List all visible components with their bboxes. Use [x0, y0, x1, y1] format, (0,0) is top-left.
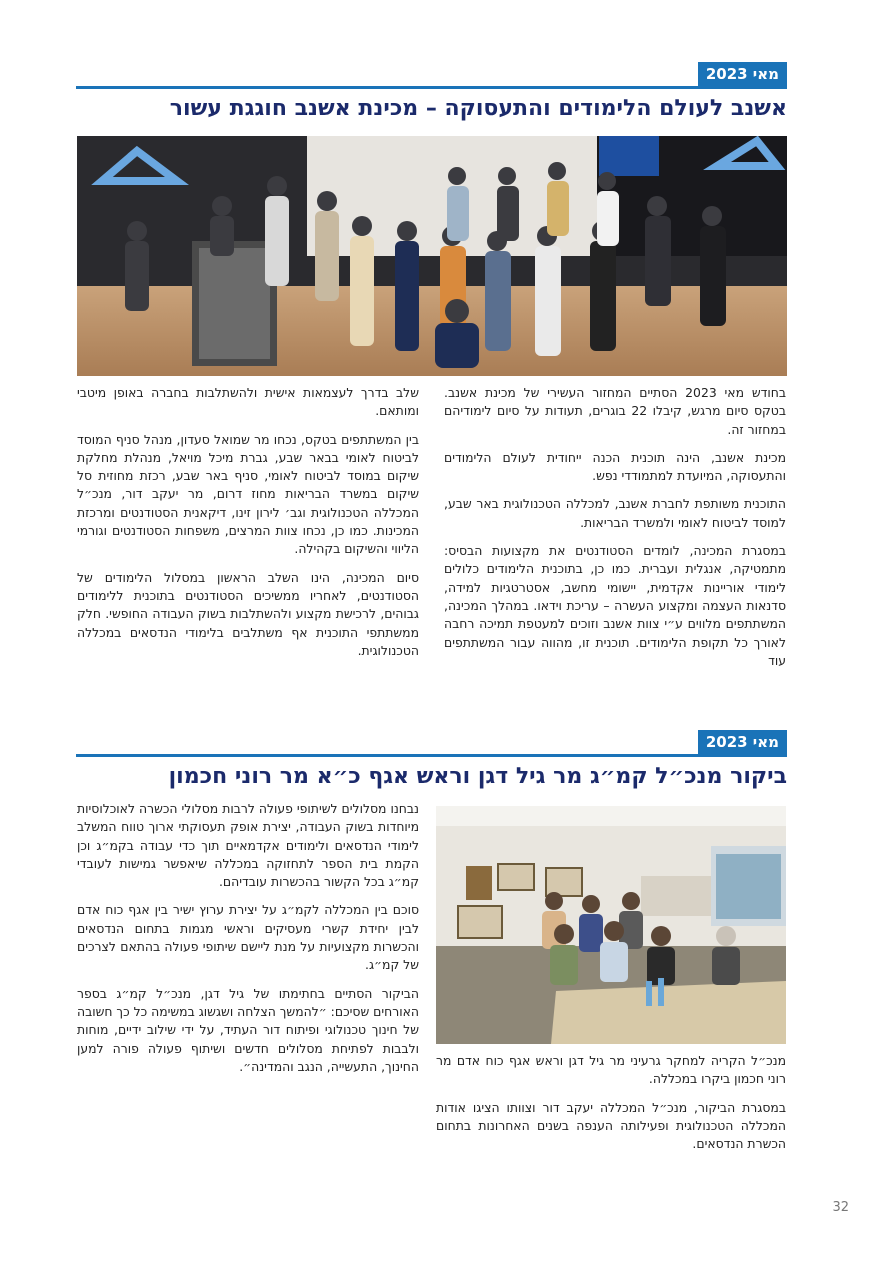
meeting-photo-icon: [436, 806, 786, 1044]
photo-caption: מנכ״ל הקריה למחקר גרעיני מר גיל דגן וראש אגף כוח אדם מר רוני חכמון ביקרו במכללה.: [436, 1053, 786, 1087]
paragraph: הביקור הסתיים בחתימתו של גיל דגן, מנכ״ל קמ״ג בספר האורחים שסיכם: ״להמשך הצלחה ושגשוג במשימה כל כך חשובה של חינוך טכנולוגי ופיתוח דור העתיד, על ידי שילוב ידיים, מוחות ולבבות לפתיחת מסלולים חדשים ושיתוף פעולה פורה למען החינוך, התעשייה, הנגב והמדינה״.: [76, 985, 419, 1074]
paragraph: מכינת אשנב, הינה תוכנית הכנה ייחודית לעולם הלימודים והתעסוקה, המיועדת למתמודדי נפש.: [444, 449, 786, 484]
paragraph: סיום המכינה, הינו השלב הראשון במסלול הלימודים של הסטודנטים, לאחריו ממשיכים הסטודנטים בתוכנית ללימודים גבוהים, לרכישת מקצוע ולהשתלבות בשוק העבודה החופשי. חלק ממשתתפי התוכנית אף משתלבים בלימודי הנדסאים במכללה הטכנולוגית.: [77, 569, 419, 658]
section-rule-article2: [76, 754, 787, 757]
date-tag-article2: מאי 2023: [698, 730, 787, 754]
article1-left-column: [77, 384, 419, 670]
article1-right-column: [444, 384, 786, 680]
paragraph: שלב בדרך לעצמאות אישית ולהשתלבות בחברה באופן מיטבי ומותאם.: [77, 385, 419, 419]
section-rule-article1: [76, 86, 787, 89]
paragraph: בחודש מאי 2023 הסתיים המחזור העשירי של מכינת אשנב. בטקס סיום מרגש, קיבלו 22 בוגרים, תעודות על סיום לימודיהם במחזור זה.: [444, 385, 786, 437]
article2-photo-caption: [436, 1052, 786, 1163]
paragraph: במסגרת המכינה, לומדים הסטודנטים את מקצועות הבסיס: מתמטיקה, אנגלית ועברית. כמו כן, בתוכנית הלימודים כלולים לימודי אוריינות אקדמית, יישומי מחשב, אסטרטגיות למידה, סדנאות העצמה ומקצוע העשרה – עריכת וידאו. במהלך המכינה, המשתתפים מלווים ע״י צוות אשנב וזוכים למעטפת תמיכה רחבה לאורך כל תקופת הלימודים. תוכנית זו, מהווה עבור המשתתפים עוד: [444, 543, 786, 668]
article2-left-column: [77, 800, 419, 1086]
paragraph: סוכם בין המכללה לקמ״ג על יצירת ערוץ ישיר בין אגף כוח אדם לבין יחידת קשרי מעסיקים וראשי מגמות בתחום הנדסאים והכשרות מקצועיות על מנת ליישם שיתופי פעולה בהתאם לצרכים של קמ״ג.: [77, 902, 419, 973]
visit-meeting-photo: [436, 806, 786, 1044]
group-photo-icon: [77, 136, 787, 376]
paragraph: נבחנו מסלולים לשיתופי פעולה לרבות מסלולי הכשרה לאוכלוסיות מיוחדות בשוק העבודה, יצירת אופק תעסוקתי ארוך טווח המשלב לימודי הנדסאים ולימודים אקדמאיים תוך כדי עבודה בקמ״ג וכן הקמת בית הספר לתחזוקה במכללה שיאפשר גמישות לעובדי קמ״ג בכל הקשור בהכשרות עובדיהם.: [77, 801, 419, 890]
date-tag-article1: מאי 2023: [698, 62, 787, 86]
article1-headline: אשנב לעולם הלימודים והתעסוקה – מכינת אשנב חוגגת עשור: [169, 96, 787, 121]
page-number: 32: [832, 1200, 849, 1215]
article2-headline: ביקור מנכ״ל קמ״ג מר גיל דגן וראש אגף כ״א מר רוני חכמון: [168, 764, 787, 789]
paragraph: בין המשתתפים בטקס, נכחו מר שמואל סעדון, מנהל סניף המוסד לביטוח לאומי בבאר שבע, גברת מיכל מויאל, מנהלת מחלקת שיקום במוסד לביטוח לאומי, סניף באר שבע, רכזת מחוזית סל שיקום במשרד הבריאות מחוז דרום, מר יעקב דור, מנכ״ל המכללה הטכנולוגית וגב׳ לירון זינו, דיקאנית הסטודנטים ומרכזת המכינות. כמו כן, נכחו צוות המרצים, משפחות הסטודנטים וגורמי הליווי והשיקום בקהילה.: [77, 431, 419, 557]
paragraph: התוכנית משותפת לחברת אשנב, למכללה הטכנולוגית באר שבע, למוסד לביטוח לאומי ולמשרד הבריאות.: [444, 496, 786, 530]
paragraph: במסגרת הביקור, מנכ״ל המכללה יעקב דור וצוותו הציגו אודות המכללה הטכנולוגית ופעילותה הענפה בשנים האחרונות בתחום הכשרת הנדסאים.: [436, 1099, 786, 1152]
graduation-group-photo: [77, 136, 787, 376]
